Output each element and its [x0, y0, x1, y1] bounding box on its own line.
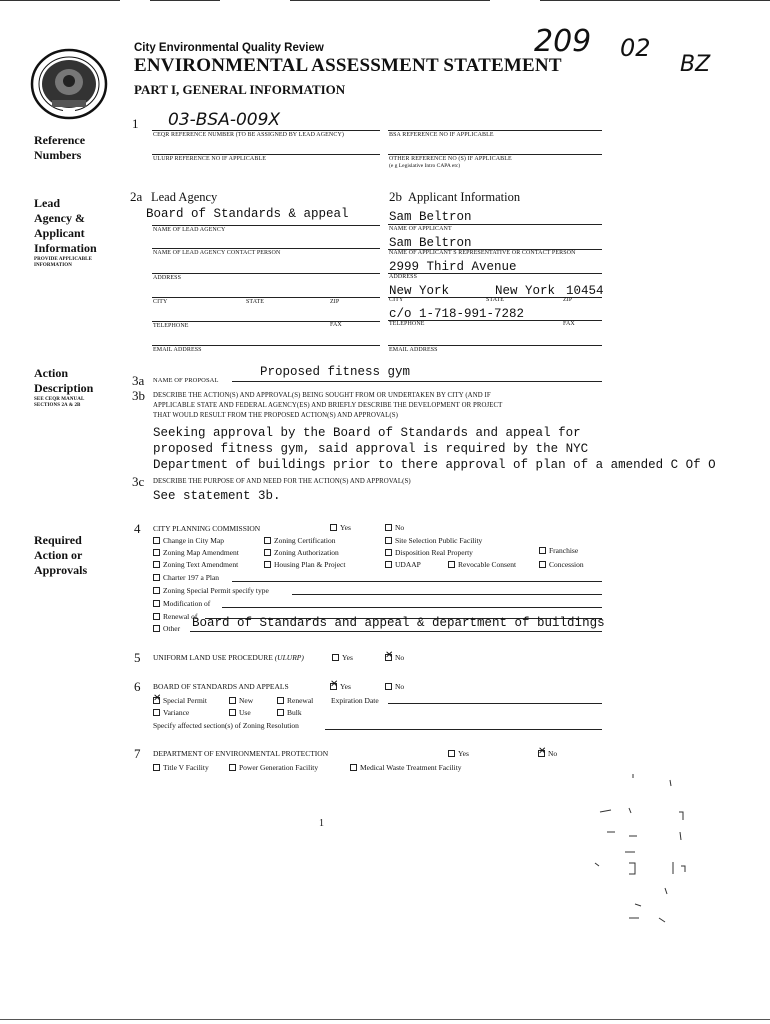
bsa-renewal[interactable]: Renewal	[277, 696, 313, 705]
other-line	[190, 631, 602, 632]
applicant-phone-label: TELEPHONE	[389, 321, 425, 327]
scan-edge-line	[290, 0, 490, 1]
cpc-zoning-certification[interactable]: Zoning Certification	[264, 536, 335, 545]
bsa-variance[interactable]: Variance	[153, 708, 189, 717]
cpc-yes[interactable]: Yes	[330, 523, 351, 532]
ulurp-no-checkbox-checked[interactable]	[385, 654, 392, 661]
scan-edge-line	[0, 0, 120, 1]
lead-zip-label: ZIP	[330, 299, 340, 305]
applicant-email-label: EMAIL ADDRESS	[389, 347, 438, 353]
dep-no[interactable]: ✕ No	[538, 749, 557, 758]
applicant-city-label: CITY	[389, 297, 404, 303]
page-number: 1	[319, 818, 324, 829]
scan-edge-line	[150, 0, 220, 1]
cpc-zoning-text[interactable]: Zoning Text Amendment	[153, 560, 238, 569]
lead-email-line	[152, 345, 380, 346]
cpc-heading: CITY PLANNING COMMISSION	[153, 524, 261, 533]
applicant-name-line	[388, 224, 602, 225]
lead-state-label: STATE	[246, 299, 265, 305]
ulurp-reference-line	[152, 154, 380, 155]
cpc-renewal[interactable]: Renewal of	[153, 612, 197, 621]
cpc-other[interactable]: Other	[153, 624, 180, 633]
bsa-reference-line	[388, 130, 602, 131]
bsa-sections-label: Specify affected section(s) of Zoning Resolution	[153, 721, 299, 730]
scan-noise-marks	[585, 770, 705, 930]
action-description-text: Seeking approval by the Board of Standards and appeal for proposed fitness gym, said approval is required by the NYC Department of buildings prior to there approval of plan of a amended C Of O	[153, 426, 716, 472]
proposal-name-value: Proposed fitness gym	[260, 365, 411, 379]
applicant-address-value: 2999 Third Avenue	[389, 260, 517, 274]
bsa-special-permit[interactable]: ✕Special Permit	[153, 696, 207, 705]
section-1-number: 1	[132, 116, 139, 131]
lead-address-line	[152, 273, 380, 274]
part-heading: PART I, GENERAL INFORMATION	[134, 82, 346, 97]
applicant-address-line	[388, 273, 602, 274]
purpose-label: DESCRIBE THE PURPOSE OF AND NEED FOR THE ACTION(S) AND APPROVAL(S)	[153, 478, 411, 485]
lead-agency-name-label: NAME OF LEAD AGENCY	[153, 227, 226, 233]
dep-title-v[interactable]: Title V Facility	[153, 763, 209, 772]
lead-agency-label: Lead Agency & Applicant Information	[34, 196, 97, 255]
sections-line	[325, 729, 602, 730]
lead-agency-note: PROVIDE APPLICABLE INFORMATION	[34, 257, 93, 268]
ceqr-reference-label: CEQR REFERENCE NUMBER (TO BE ASSIGNED BY LEAD AGENCY)	[153, 132, 344, 138]
bsa-expiration-label: Expiration Date	[331, 696, 379, 705]
lead-agency-value: Board of Standards & appeal	[146, 207, 349, 221]
cpc-other-value: Board of Standards and appeal & department of buildings	[192, 616, 605, 630]
action-description-note: SEE CEQR MANUAL SECTIONS 2A & 2B	[34, 397, 85, 408]
cpc-housing-plan[interactable]: Housing Plan & Project	[264, 560, 345, 569]
bsa-yes[interactable]: ✕ Yes	[330, 682, 351, 691]
applicant-fax-label: FAX	[563, 321, 575, 327]
applicant-heading: Applicant Information	[408, 190, 521, 204]
section-2b-number: 2b	[389, 189, 402, 204]
handwritten-bz: BZ	[680, 52, 711, 77]
applicant-email-line	[388, 345, 602, 346]
dep-power-generation[interactable]: Power Generation Facility	[229, 763, 318, 772]
bsa-no[interactable]: No	[385, 682, 404, 691]
document-title: ENVIRONMENTAL ASSESSMENT STATEMENT	[134, 55, 562, 76]
section-6-number: 6	[134, 679, 141, 694]
section-5-number: 5	[134, 650, 141, 665]
section-4-number: 4	[134, 521, 141, 536]
special-permit-line	[292, 594, 602, 595]
applicant-zip-label: ZIP	[563, 297, 573, 303]
cpc-no-checkbox[interactable]	[385, 524, 392, 531]
lead-agency-line	[152, 225, 380, 226]
lead-phone-line	[152, 321, 380, 322]
charter-line	[232, 581, 602, 582]
other-reference-sublabel: (e g Legislative Intro CAPA etc)	[389, 163, 461, 169]
cpc-concession[interactable]: Concession	[539, 560, 584, 569]
action-description-label: Action Description	[34, 366, 94, 395]
bsa-use[interactable]: Use	[229, 708, 251, 717]
ulurp-label: UNIFORM LAND USE PROCEDURE (ULURP)	[153, 653, 304, 662]
cpc-zoning-map[interactable]: Zoning Map Amendment	[153, 548, 239, 557]
applicant-zip-value: 10454	[566, 284, 604, 298]
handwritten-02: 02	[620, 34, 651, 62]
section-3b-number: 3b	[132, 388, 145, 403]
cpc-revocable-consent[interactable]: Revocable Consent	[448, 560, 516, 569]
cpc-franchise[interactable]: Franchise	[539, 546, 578, 555]
special-permit-checkbox-checked[interactable]	[153, 697, 160, 704]
dep-no-checkbox-checked[interactable]	[538, 750, 545, 757]
dep-label: DEPARTMENT OF ENVIRONMENTAL PROTECTION	[153, 749, 329, 758]
bsa-new[interactable]: New	[229, 696, 253, 705]
reference-numbers-label: Reference Numbers	[34, 133, 86, 162]
ceqr-reference-value: 03-BSA-009X	[168, 110, 281, 130]
bsa-reference-label: BSA REFERENCE NO IF APPLICABLE	[389, 132, 494, 138]
agency-name: City Environmental Quality Review	[134, 42, 324, 54]
lead-fax-label: FAX	[330, 322, 342, 328]
lead-city-line	[152, 297, 380, 298]
scan-edge-line	[0, 1019, 770, 1020]
cpc-modification[interactable]: Modification of	[153, 599, 210, 608]
dep-yes[interactable]: Yes	[448, 749, 469, 758]
applicant-address-label: ADDRESS	[389, 274, 418, 280]
expiration-line	[388, 703, 602, 704]
scan-edge-line	[540, 0, 770, 1]
ulurp-reference-label: ULURP REFERENCE NO IF APPLICABLE	[153, 156, 266, 162]
applicant-city-value: New York	[389, 284, 450, 298]
applicant-name-label: NAME OF APPLICANT	[389, 226, 452, 232]
proposal-name-label: NAME OF PROPOSAL	[153, 377, 219, 384]
ulurp-no[interactable]: ✕ No	[385, 653, 404, 662]
handwritten-number: 209	[534, 24, 592, 59]
cpc-change-city-map[interactable]: Change in City Map	[153, 536, 224, 545]
applicant-rep-value: Sam Beltron	[389, 236, 472, 250]
bsa-bulk[interactable]: Bulk	[277, 708, 302, 717]
other-reference-line	[388, 154, 602, 155]
section-2a-number: 2a	[130, 189, 143, 204]
lead-contact-label: NAME OF LEAD AGENCY CONTACT PERSON	[153, 250, 281, 256]
section-3c-number: 3c	[132, 474, 145, 489]
ceqr-reference-line	[152, 130, 380, 131]
dep-medical-waste[interactable]: Medical Waste Treatment Facility	[350, 763, 462, 772]
required-approvals-label: Required Action or Approvals	[34, 533, 88, 577]
cpc-no[interactable]: No	[385, 523, 404, 532]
purpose-value: See statement 3b.	[153, 489, 281, 503]
applicant-state-value: New York	[495, 284, 556, 298]
lead-agency-heading: Lead Agency	[151, 190, 218, 204]
city-seal-icon	[30, 48, 108, 120]
cpc-udaap[interactable]: UDAAP	[385, 560, 421, 569]
cpc-zoning-authorization[interactable]: Zoning Authorization	[264, 548, 339, 557]
cpc-site-selection[interactable]: Site Selection Public Facility	[385, 536, 482, 545]
other-reference-label: OTHER REFERENCE NO (S) IF APPLICABLE	[389, 156, 512, 162]
cpc-yes-checkbox[interactable]	[330, 524, 337, 531]
applicant-phone-value: c/o 1-718-991-7282	[389, 307, 525, 321]
modification-line	[222, 607, 602, 608]
lead-phone-label: TELEPHONE	[153, 323, 189, 329]
bsa-label: BOARD OF STANDARDS AND APPEALS	[153, 682, 289, 691]
applicant-rep-label: NAME OF APPLICANT S REPRESENTATIVE OR CONTACT PERSON	[389, 250, 576, 256]
applicant-state-label: STATE	[486, 297, 505, 303]
ulurp-yes[interactable]: Yes	[332, 653, 353, 662]
cpc-disposition[interactable]: Disposition Real Property	[385, 548, 473, 557]
section-3a-number: 3a	[132, 373, 145, 388]
cpc-special-permit[interactable]: Zoning Special Permit specify type	[153, 586, 269, 595]
section-7-number: 7	[134, 746, 141, 761]
lead-address-label: ADDRESS	[153, 275, 182, 281]
lead-email-label: EMAIL ADDRESS	[153, 347, 202, 353]
proposal-name-line	[232, 381, 602, 382]
action-describe-label: DESCRIBE THE ACTION(S) AND APPROVAL(S) BEING SOUGHT FROM OR UNDERTAKEN BY CITY (AND IF APPLICABLE STATE AND FEDERAL AGENCY(ES) AND BRIEFLY DESCRIBE THE DEVELOPMENT OR PROJECT THAT WOULD RESULT FROM THE PROPOSED ACTION(S) AND APPROVAL(S)	[153, 392, 503, 419]
applicant-name-value: Sam Beltron	[389, 210, 472, 224]
cpc-charter-plan[interactable]: Charter 197 a Plan	[153, 573, 219, 582]
lead-contact-line	[152, 248, 380, 249]
bsa-yes-checkbox-checked[interactable]	[330, 683, 337, 690]
lead-city-label: CITY	[153, 299, 168, 305]
